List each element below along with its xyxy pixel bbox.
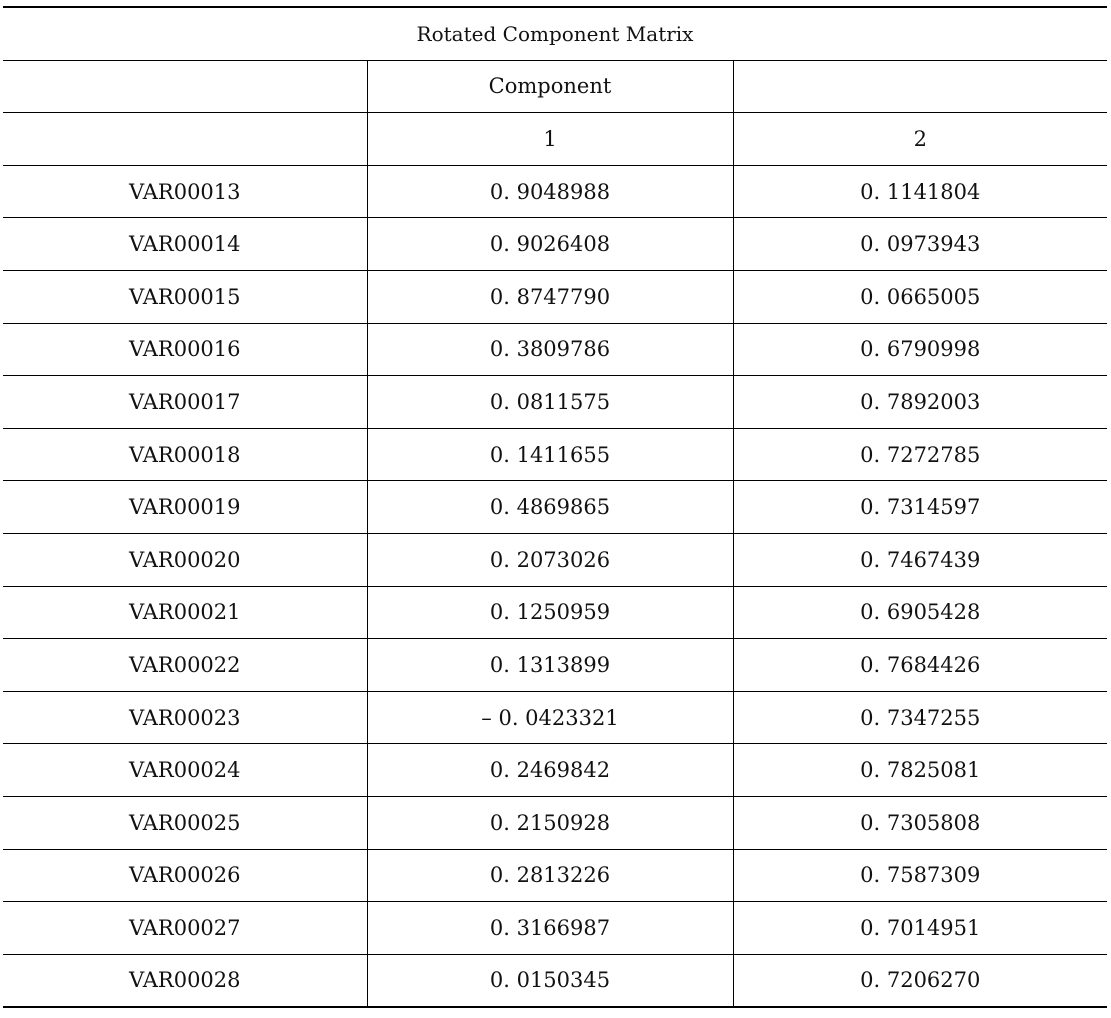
component-2-value: 0. 7825081 <box>733 744 1107 797</box>
variable-name: VAR00022 <box>3 639 367 692</box>
table-row <box>3 323 1107 376</box>
component-1-value: 0. 9048988 <box>367 165 733 218</box>
component-2-value: 0. 7314597 <box>733 481 1107 534</box>
table-row <box>3 376 1107 429</box>
variable-name: VAR00027 <box>3 902 367 955</box>
row-label-header <box>3 113 367 166</box>
component-1-value: 0. 9026408 <box>367 218 733 271</box>
table-row <box>3 691 1107 744</box>
component-1-value: 0. 2469842 <box>367 744 733 797</box>
component-1-value: 0. 3166987 <box>367 902 733 955</box>
variable-name: VAR00024 <box>3 744 367 797</box>
table-title: Rotated Component Matrix <box>3 7 1107 60</box>
component-1-value: 0. 1250959 <box>367 586 733 639</box>
variable-name: VAR00021 <box>3 586 367 639</box>
variable-name: VAR00018 <box>3 428 367 481</box>
component-1-value: 0. 0811575 <box>367 376 733 429</box>
variable-name: VAR00025 <box>3 796 367 849</box>
component-1-value: 0. 2073026 <box>367 533 733 586</box>
table-row <box>3 639 1107 692</box>
component-1-value: 0. 2150928 <box>367 796 733 849</box>
component-2-value: 0. 0665005 <box>733 270 1107 323</box>
empty-header-cell <box>3 60 367 113</box>
component-1-value: – 0. 0423321 <box>367 691 733 744</box>
component-2-value: 0. 7892003 <box>733 376 1107 429</box>
table-row <box>3 744 1107 797</box>
component-2-value: 0. 7347255 <box>733 691 1107 744</box>
component-2-value: 0. 6790998 <box>733 323 1107 376</box>
variable-name: VAR00016 <box>3 323 367 376</box>
component-1-value: 0. 1411655 <box>367 428 733 481</box>
component-2-value: 0. 7305808 <box>733 796 1107 849</box>
variable-name: VAR00017 <box>3 376 367 429</box>
table-row <box>3 218 1107 271</box>
component-header-row <box>3 60 1107 113</box>
table-row <box>3 586 1107 639</box>
component-header: Component <box>367 60 733 113</box>
component-2-value: 0. 7467439 <box>733 533 1107 586</box>
table-row <box>3 428 1107 481</box>
table-row <box>3 849 1107 902</box>
component-2-value: 0. 7206270 <box>733 954 1107 1007</box>
variable-name: VAR00020 <box>3 533 367 586</box>
table-row <box>3 270 1107 323</box>
component-2-value: 0. 7272785 <box>733 428 1107 481</box>
variable-name: VAR00026 <box>3 849 367 902</box>
table-row <box>3 902 1107 955</box>
variable-name: VAR00014 <box>3 218 367 271</box>
variable-name: VAR00023 <box>3 691 367 744</box>
component-2-value: 0. 7684426 <box>733 639 1107 692</box>
table-row <box>3 954 1107 1007</box>
component-header-right-cell <box>733 60 1107 113</box>
rotated-component-matrix-table <box>3 6 1107 1008</box>
component-2-value: 0. 1141804 <box>733 165 1107 218</box>
component-2-value: 0. 7587309 <box>733 849 1107 902</box>
component-2-value: 0. 6905428 <box>733 586 1107 639</box>
component-number-row <box>3 113 1107 166</box>
table-row <box>3 165 1107 218</box>
component-1-value: 0. 3809786 <box>367 323 733 376</box>
component-1-value: 0. 8747790 <box>367 270 733 323</box>
column-header-2: 2 <box>733 113 1107 166</box>
table-row <box>3 481 1107 534</box>
variable-name: VAR00019 <box>3 481 367 534</box>
column-header-1: 1 <box>367 113 733 166</box>
component-1-value: 0. 1313899 <box>367 639 733 692</box>
component-1-value: 0. 4869865 <box>367 481 733 534</box>
variable-name: VAR00015 <box>3 270 367 323</box>
component-2-value: 0. 0973943 <box>733 218 1107 271</box>
table-title-row <box>3 7 1107 60</box>
component-2-value: 0. 7014951 <box>733 902 1107 955</box>
table-row <box>3 533 1107 586</box>
component-1-value: 0. 0150345 <box>367 954 733 1007</box>
component-1-value: 0. 2813226 <box>367 849 733 902</box>
table-body <box>3 7 1107 1007</box>
table-row <box>3 796 1107 849</box>
variable-name: VAR00028 <box>3 954 367 1007</box>
variable-name: VAR00013 <box>3 165 367 218</box>
